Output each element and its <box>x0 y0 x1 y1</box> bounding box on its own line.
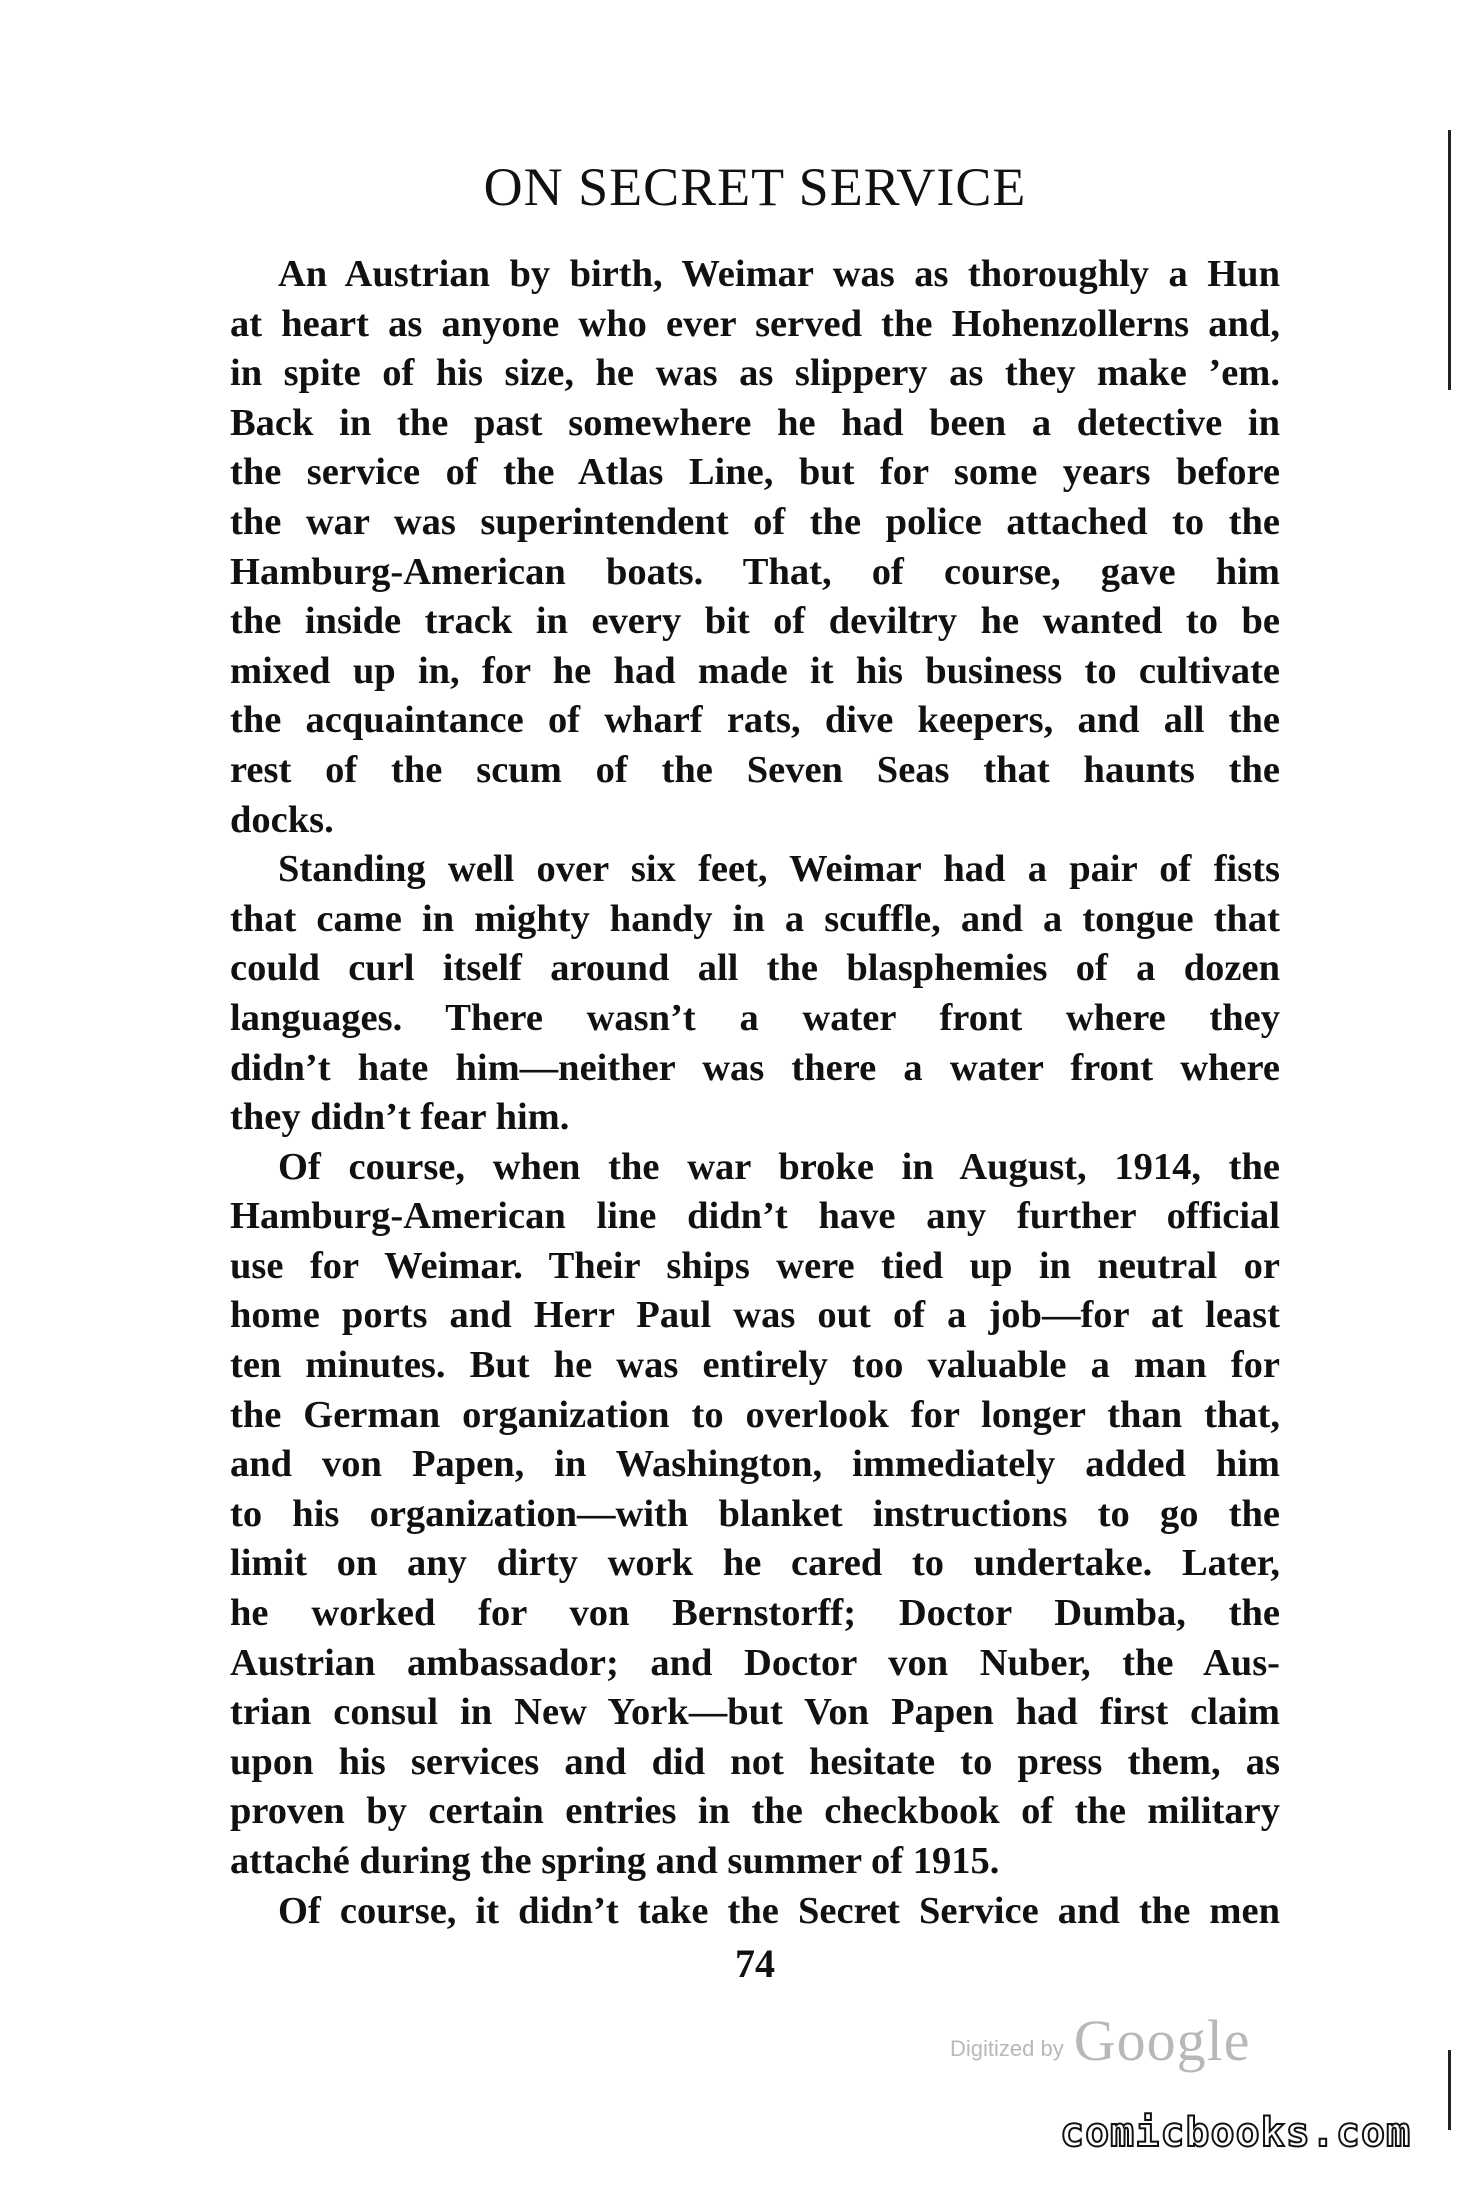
text-line: Standing well over six feet, Weimar had a pair of fists <box>278 848 1280 891</box>
text-line: didn’t hate him—neither was there a water front where <box>230 1046 1280 1089</box>
text-line: Of course, it didn’t take the Secret Service and the men <box>278 1889 1280 1932</box>
text-line: attaché during the spring and summer of 1915. <box>230 1840 1000 1882</box>
text-line: proven by certain entries in the checkbook of the military <box>230 1790 1280 1833</box>
paragraph <box>230 1143 1280 1887</box>
page-number: 74 <box>735 1941 775 1986</box>
text-line: in spite of his size, he was as slippery as they make ’em. <box>230 352 1280 395</box>
text-line: Austrian ambassador; and Doctor von Nuber, the Aus- <box>230 1641 1280 1684</box>
watermark-prefix: Digitized by <box>950 2036 1064 2061</box>
text-line: mixed up in, for he had made it his business to cultivate <box>230 649 1280 692</box>
text-line: use for Weimar. Their ships were tied up in neutral or <box>230 1244 1280 1287</box>
running-head: ON SECRET SERVICE <box>483 157 1027 217</box>
text-line: could curl itself around all the blasphemies of a dozen <box>230 947 1280 990</box>
text-line: home ports and Herr Paul was out of a job—for at least <box>230 1294 1280 1337</box>
text-line: ten minutes. But he was entirely too valuable a man for <box>230 1344 1280 1387</box>
text-line: the acquaintance of wharf rats, dive keepers, and all the <box>230 699 1280 742</box>
text-line: the war was superintendent of the police attached to the <box>230 500 1280 543</box>
text-line: Of course, when the war broke in August, 1914, the <box>278 1145 1280 1188</box>
text-line: Back in the past somewhere he had been a detective in <box>230 401 1280 444</box>
text-line: rest of the scum of the Seven Seas that haunts the <box>230 748 1280 791</box>
page-edge-rule <box>1448 2050 1451 2130</box>
paragraph <box>230 250 1280 845</box>
text-line: he worked for von Bernstorff; Doctor Dumba, the <box>230 1592 1280 1635</box>
page-edge-rule <box>1448 130 1451 390</box>
watermark-logo: Google <box>1073 2008 1251 2073</box>
text-line: the inside track in every bit of deviltry he wanted to be <box>230 600 1280 643</box>
text-line: An Austrian by birth, Weimar was as thoroughly a Hun <box>278 253 1280 295</box>
text-line: Hamburg-American boats. That, of course, gave him <box>230 550 1280 593</box>
text-line: to his organization—with blanket instructions to go the <box>230 1492 1280 1535</box>
text-line: upon his services and did not hesitate to press them, as <box>230 1740 1280 1783</box>
text-line: docks. <box>230 798 334 841</box>
paragraph <box>230 845 1280 1143</box>
digitization-watermark <box>950 2008 1270 2073</box>
text-line: at heart as anyone who ever served the Hohenzollerns and, <box>230 302 1280 345</box>
paragraph <box>230 1887 1280 1937</box>
text-line: that came in mighty handy in a scuffle, and a tongue that <box>230 897 1280 940</box>
text-line: Hamburg-American line didn’t have any further official <box>230 1195 1280 1238</box>
text-line: languages. There wasn’t a water front where they <box>230 996 1280 1039</box>
text-line: the service of the Atlas Line, but for some years before <box>230 451 1280 494</box>
text-line: the German organization to overlook for longer than that, <box>230 1393 1280 1436</box>
text-line: limit on any dirty work he cared to undertake. Later, <box>230 1542 1280 1585</box>
text-line: and von Papen, in Washington, immediately added him <box>230 1443 1280 1486</box>
body-text <box>230 250 1280 1936</box>
site-watermark: comicbooks.com <box>1060 2110 1412 2156</box>
text-line: they didn’t fear him. <box>230 1096 570 1139</box>
text-line: trian consul in New York—but Von Papen had first claim <box>230 1691 1280 1734</box>
